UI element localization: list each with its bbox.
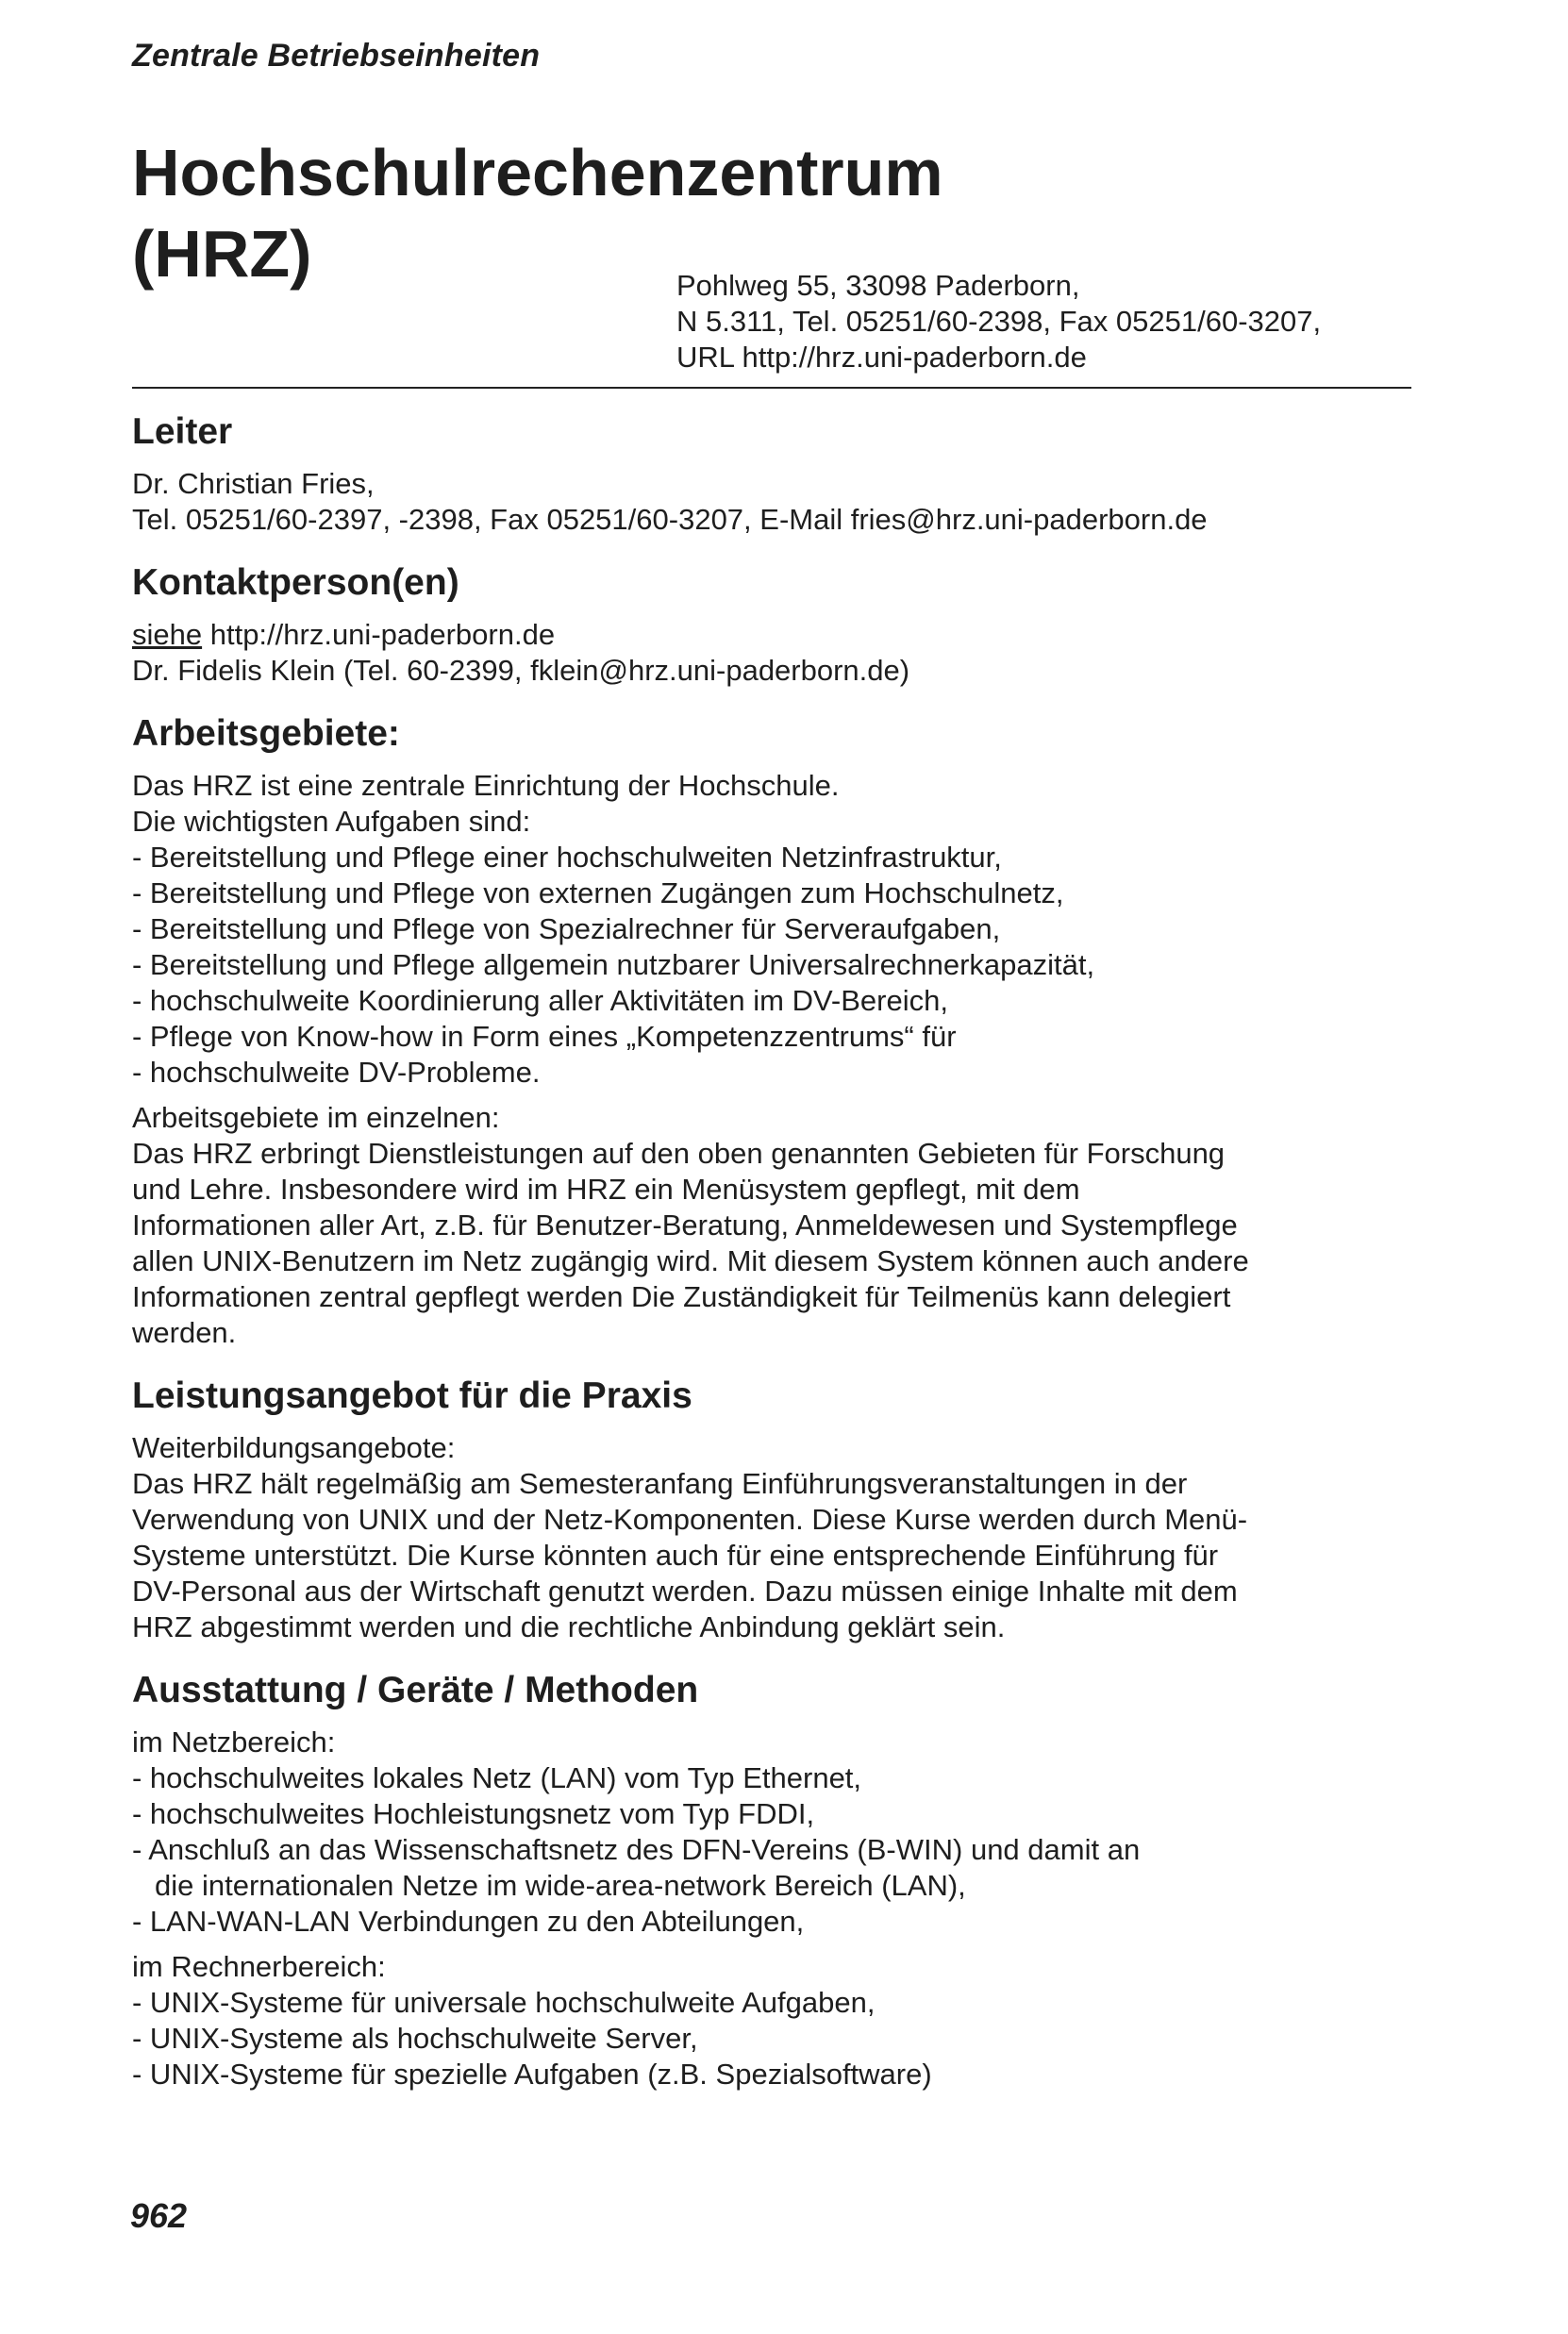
list-item: - Anschluß an das Wissenschaftsnetz des DFN-Vereins (B-WIN) und damit an	[132, 1833, 1141, 1866]
list-item: - UNIX-Systeme als hochschulweite Server,	[132, 2022, 698, 2055]
list-item: - UNIX-Systeme für universale hochschulweite Aufgaben,	[132, 1986, 876, 2019]
text-line: Weiterbildungsangebote:	[132, 1431, 456, 1464]
section-heading-arbeitsgebiete: Arbeitsgebiete:	[132, 713, 400, 754]
text-line: Das HRZ ist eine zentrale Einrichtung der Hochschule.	[132, 769, 840, 802]
arbeitsgebiete-list	[132, 768, 1425, 1091]
section-leiter	[132, 408, 1425, 538]
title-line-1: Hochschulrechenzentrum	[132, 136, 943, 209]
section-heading-ausstattung: Ausstattung / Geräte / Methoden	[132, 1670, 699, 1710]
text-line: Arbeitsgebiete im einzelnen:	[132, 1101, 500, 1134]
section-arbeitsgebiete	[132, 709, 1425, 1351]
section-heading-leiter: Leiter	[132, 411, 233, 452]
leiter-text	[132, 466, 1425, 538]
netz-label: im Netzbereich:	[132, 1725, 336, 1759]
list-item: - Pflege von Know-how in Form eines „Kompetenzzentrums“ für	[132, 1020, 957, 1053]
list-item: - hochschulweites lokales Netz (LAN) vom Typ Ethernet,	[132, 1761, 862, 1794]
list-item-continuation: die internationalen Netze im wide-area-network Bereich (LAN),	[155, 1869, 966, 1902]
text-line: HRZ abgestimmt werden und die rechtliche Anbindung geklärt sein.	[132, 1610, 1006, 1643]
list-item: - LAN-WAN-LAN Verbindungen zu den Abteilungen,	[132, 1905, 805, 1938]
text-line: Informationen zentral gepflegt werden Die Zuständigkeit für Teilmenüs kann delegiert	[132, 1280, 1231, 1313]
netz-list	[132, 1725, 1425, 1940]
leiter-name: Dr. Christian Fries,	[132, 467, 375, 500]
kontakt-line-2: Dr. Fidelis Klein (Tel. 60-2399, fklein@hrz.uni-paderborn.de)	[132, 654, 910, 687]
list-item: - Bereitstellung und Pflege von externen Zugängen zum Hochschulnetz,	[132, 876, 1064, 909]
section-heading-leistungsangebot: Leistungsangebot für die Praxis	[132, 1375, 692, 1416]
address-line-1: Pohlweg 55, 33098 Paderborn,	[676, 269, 1080, 302]
text-line: Die wichtigsten Aufgaben sind:	[132, 805, 531, 838]
page-number: 962	[130, 2196, 188, 2235]
list-item: - Bereitstellung und Pflege einer hochschulweiten Netzinfrastruktur,	[132, 841, 1002, 874]
address-block	[676, 268, 1321, 375]
section-heading-kontakt: Kontaktperson(en)	[132, 562, 459, 603]
leistungsangebot-text	[132, 1430, 1425, 1645]
address-line-2: N 5.311, Tel. 05251/60-2398, Fax 05251/60-3207,	[676, 305, 1322, 338]
section-kontakt	[132, 558, 1425, 689]
siehe-label: siehe	[132, 618, 203, 651]
rechner-list	[132, 1949, 1425, 2092]
main-content	[132, 408, 1425, 2092]
text-line: Das HRZ erbringt Dienstleistungen auf den oben genannten Gebieten für Forschung	[132, 1137, 1226, 1170]
text-line: Informationen aller Art, z.B. für Benutzer-Beratung, Anmeldewesen und Systempflege	[132, 1209, 1238, 1242]
list-item: - UNIX-Systeme für spezielle Aufgaben (z.B. Spezialsoftware)	[132, 2058, 932, 2091]
text-line: Verwendung von UNIX und der Netz-Komponenten. Diese Kurse werden durch Menü-	[132, 1503, 1248, 1536]
leiter-contact: Tel. 05251/60-2397, -2398, Fax 05251/60-3207, E-Mail fries@hrz.uni-paderborn.de	[132, 503, 1208, 536]
kontakt-url: http://hrz.uni-paderborn.de	[202, 618, 556, 651]
text-line: und Lehre. Insbesondere wird im HRZ ein Menüsystem gepflegt, mit dem	[132, 1173, 1080, 1206]
running-head: Zentrale Betriebseinheiten	[132, 38, 541, 74]
text-line: allen UNIX-Benutzern im Netz zugängig wird. Mit diesem System können auch andere	[132, 1244, 1249, 1277]
kontakt-text	[132, 617, 1425, 689]
section-leistungsangebot	[132, 1372, 1425, 1645]
text-line: Systeme unterstützt. Die Kurse könnten auch für eine entsprechende Einführung für	[132, 1539, 1219, 1572]
text-line: werden.	[132, 1316, 237, 1349]
text-line: DV-Personal aus der Wirtschaft genutzt werden. Dazu müssen einige Inhalte mit dem	[132, 1575, 1238, 1608]
kontakt-line-1	[132, 617, 1425, 653]
list-item: - Bereitstellung und Pflege von Spezialrechner für Serveraufgaben,	[132, 912, 1001, 945]
list-item: - hochschulweites Hochleistungsnetz vom Typ FDDI,	[132, 1797, 815, 1830]
rechner-label: im Rechnerbereich:	[132, 1950, 386, 1983]
text-line: Das HRZ hält regelmäßig am Semesteranfang Einführungsveranstaltungen in der	[132, 1467, 1188, 1500]
list-item: - hochschulweite Koordinierung aller Aktivitäten im DV-Bereich,	[132, 984, 948, 1017]
list-item: - Bereitstellung und Pflege allgemein nutzbarer Universalrechnerkapazität,	[132, 948, 1095, 981]
title-line-2: (HRZ)	[132, 217, 312, 291]
address-line-3: URL http://hrz.uni-paderborn.de	[676, 341, 1087, 374]
header-divider	[132, 387, 1411, 389]
arbeitsgebiete-detail	[132, 1100, 1425, 1351]
list-item: - hochschulweite DV-Probleme.	[132, 1056, 541, 1089]
section-ausstattung	[132, 1666, 1425, 2092]
